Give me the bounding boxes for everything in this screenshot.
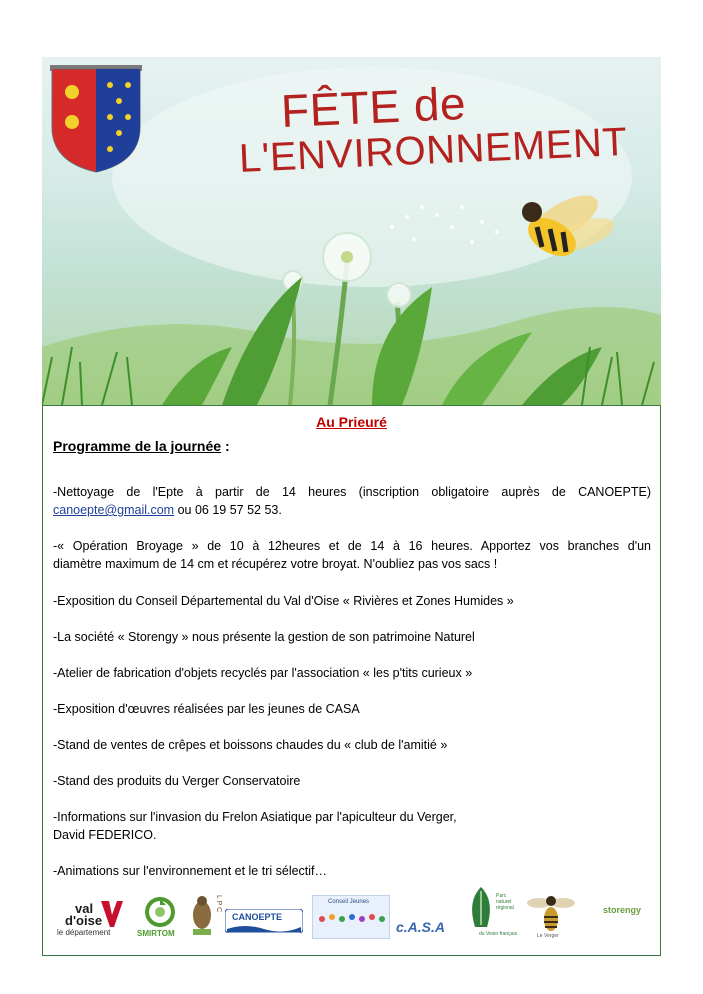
programme-colon: :	[221, 438, 230, 454]
partner-logos	[55, 891, 655, 951]
wasp-icon	[525, 891, 577, 933]
conseil-jeunes-logo-label: Conseil Jeunes	[328, 899, 370, 905]
email-link[interactable]: canoepte@gmail.com	[53, 503, 175, 517]
programme-item-frelon: -Informations sur l'invasion du Frelon Asiatique par l'apiculteur du Verger,	[53, 810, 457, 824]
programme-item-broyage	[53, 537, 651, 555]
programme-item-crepes: -Stand de ventes de crêpes et boissons chaudes du « club de l'amitié »	[53, 738, 448, 752]
programme-item-broyage-line2	[53, 555, 651, 573]
title-line-1: FÊTE de	[279, 76, 468, 137]
item-text: -Nettoyage de l'Epte à partir de 14 heures (inscription obligatoire auprès de CANOEPTE)	[53, 485, 651, 499]
valdoise-v-icon	[101, 901, 123, 927]
programme-title: Programme de la journée	[53, 438, 222, 454]
coat-of-arms-icon	[50, 65, 142, 172]
squirrel-icon	[190, 893, 214, 937]
programme-item-atelier: -Atelier de fabrication d'objets recyclés par l'association « les p'tits curieux »	[53, 666, 473, 680]
storengy-logo	[603, 905, 653, 921]
programme-item-animations: -Animations sur l'environnement et le tri sélectif…	[53, 864, 328, 878]
event-banner	[42, 57, 661, 405]
item-text: diamètre maximum de 14 cm et récupérez votre broyat. N'oubliez pas vos sacs !	[53, 557, 498, 571]
programme-item-exposition-casa: -Exposition d'œuvres réalisées par les jeunes de CASA	[53, 702, 360, 716]
programme-box	[42, 405, 661, 956]
recycle-icon	[135, 895, 185, 929]
pnr-logo-line1: Parc	[496, 893, 507, 899]
lpc-logo	[190, 893, 222, 941]
valdoise-logo-line1: val	[75, 901, 94, 916]
canoepte-logo-label: CANOEPTE	[232, 912, 283, 922]
conseil-jeunes-logo	[312, 895, 390, 939]
phone-text: ou 06 19 57 52 53.	[174, 503, 282, 517]
programme-item-frelon-line2: David FEDERICO.	[53, 828, 157, 842]
programme-item-exposition-cd: -Exposition du Conseil Départemental du Val d'Oise « Rivières et Zones Humides »	[53, 594, 514, 608]
pnr-logo-line4: du Vexin français	[479, 931, 518, 937]
venue-heading: Au Prieuré	[316, 414, 387, 430]
event-title	[238, 71, 644, 181]
programme-item-nettoyage	[53, 483, 651, 501]
pnr-logo-line2: naturel	[496, 899, 512, 905]
programme-heading	[53, 438, 230, 454]
casa-logo	[396, 919, 456, 939]
programme-item-verger: -Stand des produits du Verger Conservatoire	[53, 774, 301, 788]
programme-item-nettoyage-contact	[53, 501, 651, 519]
dandelion-seedhead	[323, 233, 371, 281]
leaf-icon	[467, 887, 495, 927]
programme-item-storengy: -La société « Storengy » nous présente la gestion de son patrimoine Naturel	[53, 630, 475, 644]
smirtom-logo-label: SMIRTOM	[137, 929, 175, 938]
pnr-logo-line3: régional	[496, 905, 514, 911]
title-line-2: L'ENVIRONNEMENT	[238, 119, 629, 181]
casa-logo-label: c.A.S.A	[396, 919, 446, 935]
smirtom-logo	[135, 895, 185, 941]
pnr-vexin-logo	[467, 887, 517, 945]
verger-logo-label: Le Verger	[537, 933, 559, 939]
verger-logo	[525, 891, 577, 941]
valdoise-logo	[57, 901, 127, 941]
canoepte-logo	[225, 909, 303, 933]
valdoise-logo-line3: le département	[57, 928, 111, 937]
valdoise-logo-line2: d'oise	[65, 913, 103, 928]
item-text: -« Opération Broyage » de 10 à 12heures et de 14 à 16 heures. Apportez vos branches d'un	[53, 539, 651, 553]
lpc-logo-label: L P C	[215, 895, 222, 913]
storengy-logo-label: storengy	[603, 905, 642, 915]
